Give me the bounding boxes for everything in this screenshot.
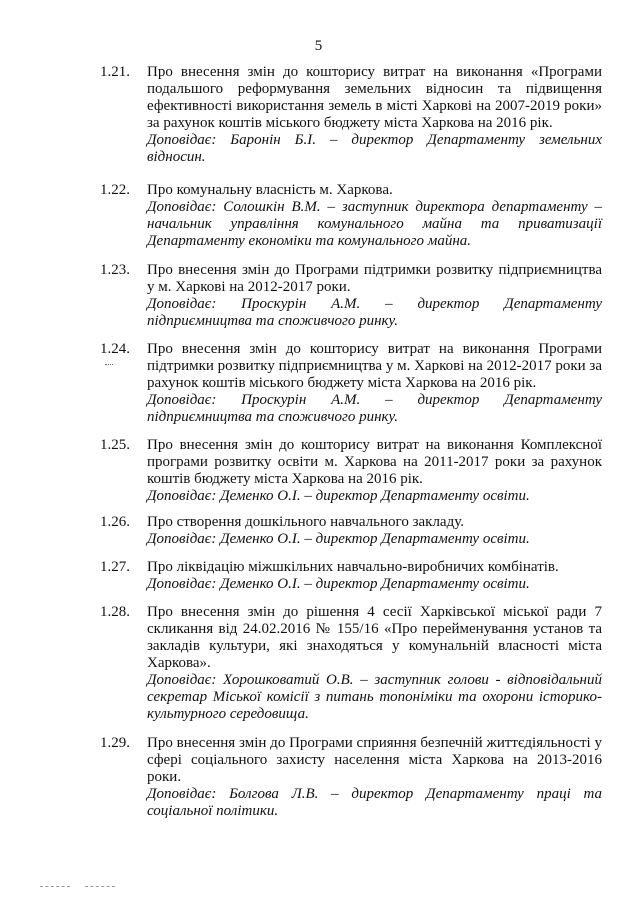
item-speaker: Доповідає: Баронін Б.І. – директор Департаменту земельних відносин. xyxy=(147,132,602,165)
item-title: Про внесення змін до рішення 4 сесії Харківської міської ради 7 скликання від 24.02.2016 № 155/16 «Про перейменування установ та закладів культури, які знаходяться у комунальній власності міста Харкова». xyxy=(147,604,602,671)
item-title: Про ліквідацію міжшкільних навчально-виробничих комбінатів. xyxy=(147,559,559,575)
item-title: Про внесення змін до Програми підтримки розвитку підприємництва у м. Харкові на 2012-2017 роки. xyxy=(147,262,602,295)
item-speaker: Доповідає: Хорошковатий О.В. – заступник голови - відповідальний секретар Міської комісії з питань топоніміки та охорони історико-культурного середовища. xyxy=(147,672,602,722)
item-number: 1.24. xyxy=(100,341,130,357)
item-speaker: Доповідає: Болгова Л.В. – директор Департаменту праці та соціальної політики. xyxy=(147,786,602,819)
item-number: 1.23. xyxy=(100,262,130,278)
item-number: 1.21. xyxy=(100,64,130,80)
item-speaker: Доповідає: Деменко О.І. – директор Департаменту освіти. xyxy=(147,576,530,592)
item-title: Про комунальну власність м. Харкова. xyxy=(147,182,393,198)
item-title: Про внесення змін до кошторису витрат на виконання Програми підтримки розвитку підприємництва у м. Харкові на 2012-2017 роки за рахунок коштів міського бюджету міста Харкова на 2016 рік. xyxy=(147,341,602,391)
item-number: 1.28. xyxy=(100,604,130,620)
item-number: 1.26. xyxy=(100,514,130,530)
item-speaker: Доповідає: Деменко О.І. – директор Департаменту освіти. xyxy=(147,531,530,547)
item-speaker: Доповідає: Проскурін А.М. – директор Департаменту підприємництва та споживчого ринку. xyxy=(147,392,602,425)
scan-artifact-edge xyxy=(40,886,70,888)
item-title: Про внесення змін до кошторису витрат на виконання «Програми подальшого реформування земельних відносин та підвищення ефективності використання земель в місті Харкові на 2007-2019 роки» за рахунок коштів міського бюджету міста Харкова на 2016 рік. xyxy=(147,64,602,131)
item-number: 1.27. xyxy=(100,559,130,575)
scan-artifact-dots xyxy=(105,364,113,367)
item-number: 1.25. xyxy=(100,437,130,453)
item-title: Про створення дошкільного навчального закладу. xyxy=(147,514,464,530)
item-title: Про внесення змін до Програми сприяння безпечній життєдіяльності у сфері соціального захисту населення міста Харкова на 2013-2016 роки. xyxy=(147,735,602,785)
page-number: 5 xyxy=(314,38,323,54)
item-speaker: Доповідає: Деменко О.І. – директор Департаменту освіти. xyxy=(147,488,530,504)
item-number: 1.22. xyxy=(100,182,130,198)
item-speaker: Доповідає: Проскурін А.М. – директор Департаменту підприємництва та споживчого ринку. xyxy=(147,296,602,329)
scan-artifact-edge xyxy=(85,886,115,888)
item-number: 1.29. xyxy=(100,735,130,751)
item-speaker: Доповідає: Солошкін В.М. – заступник директора департаменту – начальник управління комунального майна та приватизації Департаменту економіки та комунального майна. xyxy=(147,199,602,249)
item-title: Про внесення змін до кошторису витрат на виконання Комплексної програми розвитку освіти м. Харкова на 2011-2017 роки за рахунок коштів бюджету міста Харкова на 2016 рік. xyxy=(147,437,602,487)
